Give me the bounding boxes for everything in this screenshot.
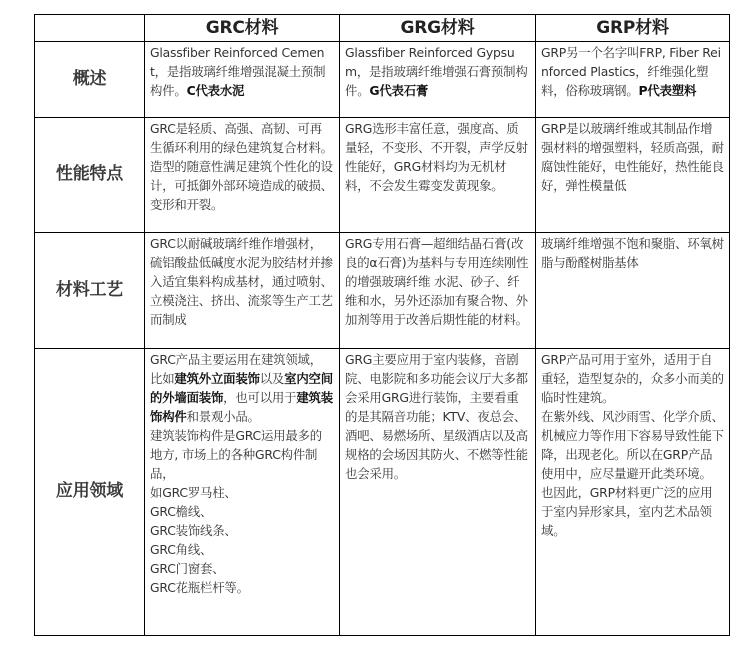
cell-grc-features — [145, 118, 340, 233]
grp-application-p3: 也因此，GRP材料更广泛的应用于室内异形家具，室内艺术品领域。 — [541, 485, 713, 538]
row-label-features: 性能特点 — [35, 118, 145, 233]
cell-grc-application — [145, 349, 340, 636]
grc-application-p1 — [150, 350, 334, 426]
row-overview — [35, 42, 730, 118]
cell-grp-process: 玻璃纤维增强不饱和聚脂、环氧树脂与酚醛树脂基体 — [536, 233, 730, 349]
grc-item: GRC花瓶栏杆等。 — [150, 580, 249, 595]
grc-overview-bold: C代表水泥 — [186, 83, 245, 98]
row-label-process: 材料工艺 — [35, 233, 145, 349]
comparison-table — [34, 14, 730, 636]
grp-overview-text: GRP另一个名字叫FRP, Fiber Reinforced Plastics，纤维强化塑料，俗称玻璃钢。 — [541, 45, 721, 98]
cell-grp-application — [536, 349, 730, 636]
cell-grc-overview — [145, 42, 340, 118]
grp-application-p1: GRP产品可用于室外，适用于自重轻，造型复杂的，众多小而美的临时性建筑。 — [541, 352, 724, 405]
grc-application-p2: 建筑装饰构件是GRC运用最多的地方, 市场上的各种GRC构件制品， — [150, 428, 322, 481]
grc-app-text-c: 以及 — [259, 371, 285, 386]
grc-app-text-d: ，也可以用于 — [223, 390, 297, 405]
cell-grg-process: GRG专用石膏—超细结晶石膏(改良的α石膏)为基料与专用连续刚性的增强玻璃纤维 水泥、砂子、纤维和水，另外还添加有聚合物、外加剂等用于改善后期性能的材料。 — [340, 233, 536, 349]
row-label-application: 应用领域 — [35, 349, 145, 636]
header-grp: GRP材料 — [536, 15, 730, 42]
row-process — [35, 233, 730, 349]
cell-grg-overview — [340, 42, 536, 118]
grc-features-p2: 造型的随意性满足建筑个性化的设计，可抵御外部环境造成的破损、变形和开裂。 — [150, 159, 333, 212]
grc-item: GRC檐线、 — [150, 504, 213, 519]
grc-item: GRC门窗套、 — [150, 561, 225, 576]
grc-app-bold-2: 室内空间的外墙面装饰 — [150, 371, 333, 405]
grg-overview-text: Glassfiber Reinforced Gypsum，是指玻璃纤维增强石膏预制构件。 — [345, 45, 528, 98]
cell-grp-features: GRP是以玻璃纤维或其制品作增强材料的增强塑料，轻质高强，耐腐蚀性能好，电性能好，热性能良好，弹性模量低 — [536, 118, 730, 233]
cell-grg-features: GRG选形丰富任意，强度高、质量轻，不变形、不开裂，声学反射性能好，GRG材料均为无机材料，不会发生霉变发黄现象。 — [340, 118, 536, 233]
cell-grg-application: GRG主要应用于室内装修，音剧院、电影院和多功能会议厅大多都会采用GRG进行装饰，主要看重的是其隔音功能；KTV、夜总会、酒吧、易燃场所、星级酒店以及高规格的会场因其防火、不燃等性能也会采用。 — [340, 349, 536, 636]
grc-features-p1: GRC是轻质、高强、高韧、可再生循环利用的绿色建筑复合材料。 — [150, 121, 333, 155]
row-label-overview: 概述 — [35, 42, 145, 118]
grp-application-p2: 在紫外线、风沙雨雪、化学介质、机械应力等作用下容易导致性能下降，出现老化。所以在GRP产品使用中，应尽量避开此类环境。 — [541, 409, 724, 481]
cell-grp-overview — [536, 42, 730, 118]
header-grc: GRC材料 — [145, 15, 340, 42]
grc-app-bold-3: 建筑装饰构件 — [150, 390, 333, 424]
header-grg: GRG材料 — [340, 15, 536, 42]
corner-cell — [35, 15, 145, 42]
grc-item: 如GRC罗马柱、 — [150, 485, 237, 500]
grg-overview-bold: G代表石膏 — [369, 83, 429, 98]
row-features — [35, 118, 730, 233]
cell-grc-process: GRC以耐碱玻璃纤维作增强材，硫铝酸盐低碱度水泥为胶结材并掺入适宜集料构成基材，通过喷射、立模浇注、挤出、流浆等生产工艺而制成 — [145, 233, 340, 349]
grc-app-text-a: GRC产品主要运用在建筑领域，比如 — [150, 352, 322, 386]
row-application — [35, 349, 730, 636]
grp-overview-bold: P代表塑料 — [638, 83, 697, 98]
grc-app-bold-1: 建筑外立面装饰 — [174, 371, 260, 386]
grc-item: GRC角线、 — [150, 542, 213, 557]
grc-item: GRC装饰线条、 — [150, 523, 237, 538]
header-row — [35, 15, 730, 42]
grc-app-text-e: 和景观小品。 — [186, 409, 260, 424]
grc-overview-text: Glassfiber Reinforced Cement，是指玻璃纤维增强混凝土预制构件。 — [150, 45, 326, 98]
